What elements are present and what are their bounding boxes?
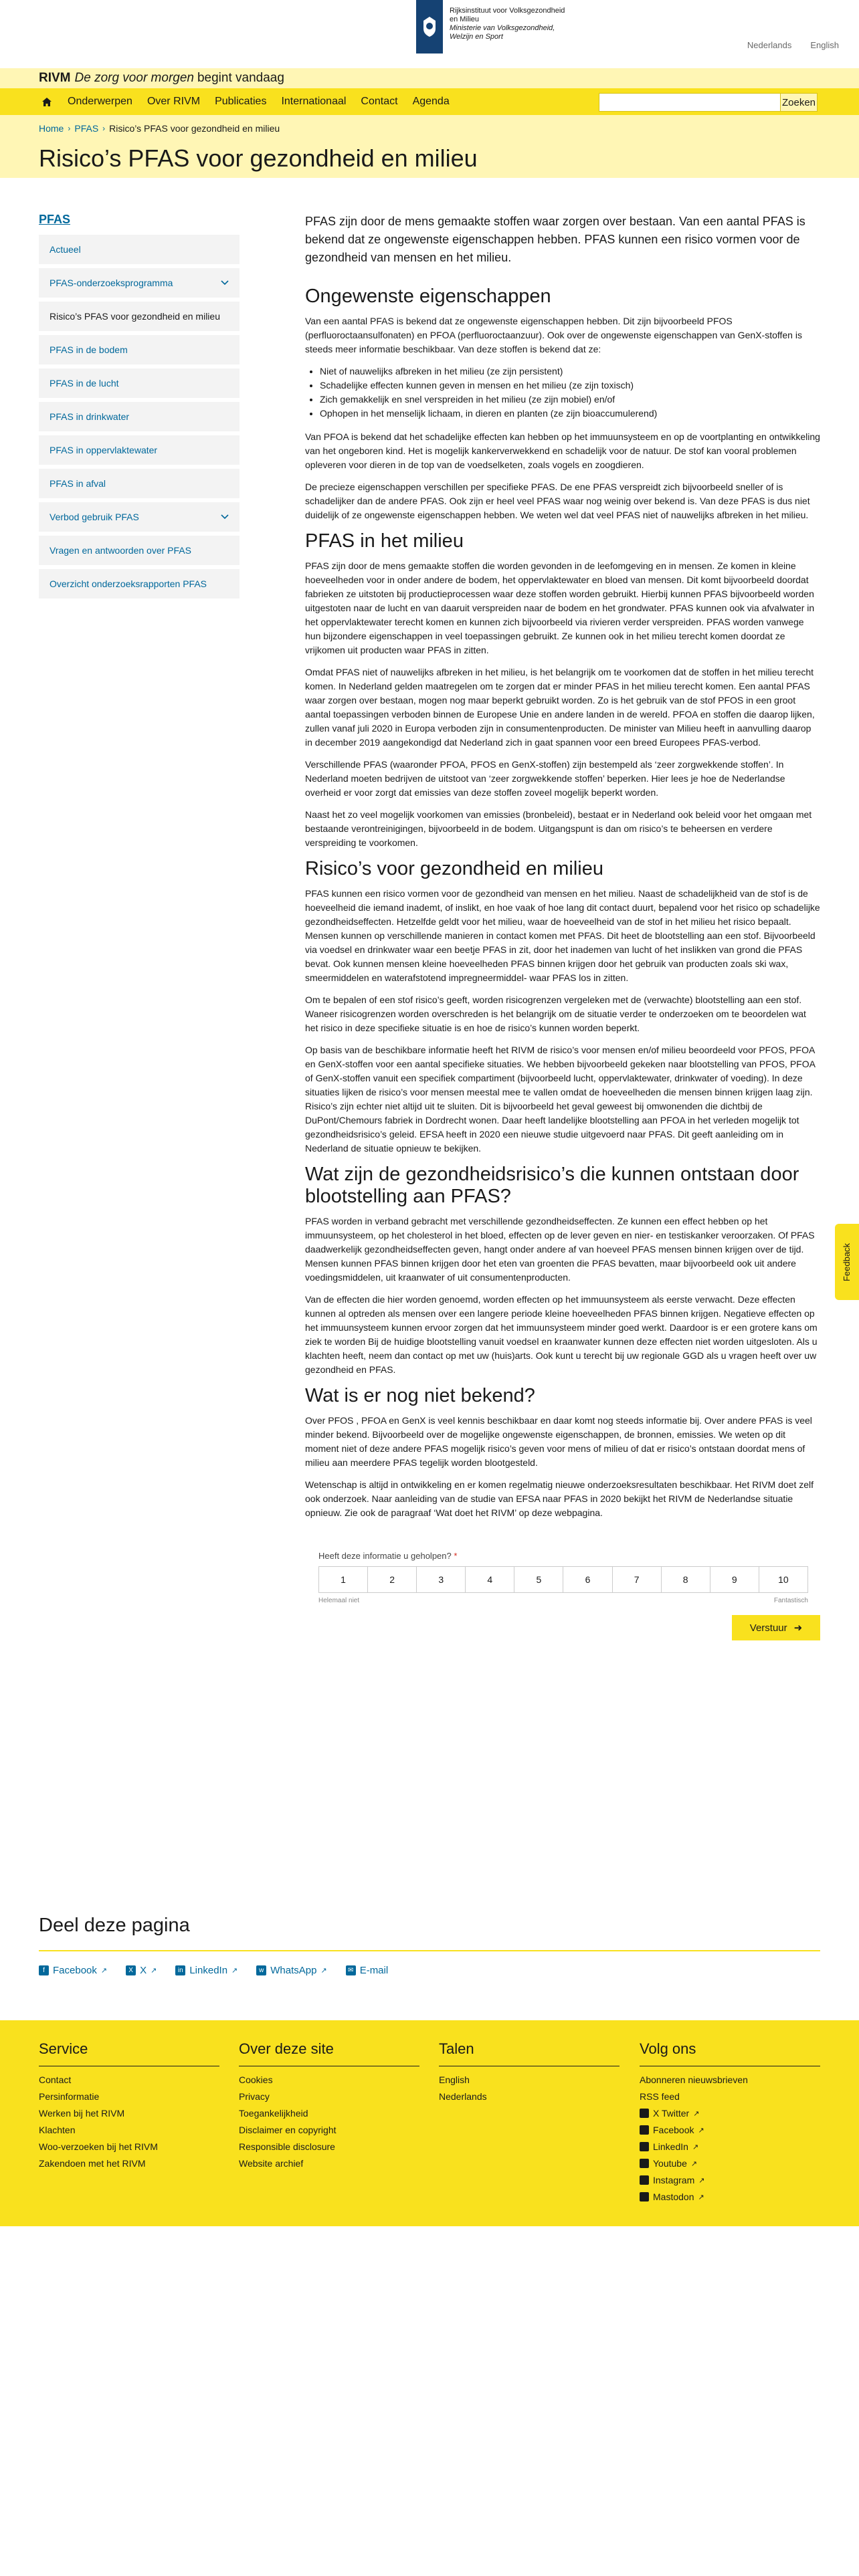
logo-line: en Milieu: [450, 15, 480, 23]
paragraph: Omdat PFAS niet of nauwelijks afbreken in het milieu, is het belangrijk om te voorkomen dat de stoffen in het milieu terecht komen. In Nederland gelden maatregelen om te zorgen dat er minder PFAS in het milieu terecht komen. Een aantal PFAS waar zorgen over bestaan, mogen nog maar beperkt gebruikt worden. Zo is het gebruik van de stof PFOS in een groot aantal toepassingen verboden binnen de Europese Unie en andere landen in de wereld. PFOA en stoffen die daarop lijken, zullen vanaf juli 2020 in Europa verboden zijn in consumentenproducten. De minister van Milieu heeft in aanvulling daarop in december 2019 aangekondigd dat Nederland zich in gaat spannen voor een breed Europees PFAS-verbod.: [305, 667, 815, 748]
footer-link-label: Instagram: [653, 2175, 695, 2185]
footer-heading: Over deze site: [239, 2040, 334, 2057]
rating-option[interactable]: 2: [368, 1567, 417, 1592]
rating-option[interactable]: 10: [778, 1574, 789, 1585]
section-title: Risico’s voor gezondheid en milieu: [305, 858, 603, 879]
breadcrumb-home[interactable]: Home: [39, 123, 64, 134]
sidebar-item-label: Verbod gebruik PFAS: [50, 512, 139, 522]
linkedin-icon: [640, 2142, 649, 2151]
footer-link[interactable]: Contact: [39, 2074, 72, 2085]
sidebar-item[interactable]: [39, 302, 240, 331]
rating-scale: [318, 1566, 808, 1593]
property-list: [305, 364, 820, 421]
footer-social-link[interactable]: [640, 2191, 820, 2202]
rivm-logo[interactable]: [416, 0, 591, 53]
external-link-icon: ↗: [698, 2193, 704, 2202]
footer-heading: Service: [39, 2040, 88, 2057]
footer-heading: Talen: [439, 2040, 474, 2057]
rating-option[interactable]: 9: [710, 1567, 759, 1592]
tagline-italic: De zorg voor morgen: [74, 71, 194, 85]
sidebar-item-label: Actueel: [50, 244, 81, 255]
mastodon-icon: [640, 2192, 649, 2202]
x-icon: [640, 2109, 649, 2118]
rating-option[interactable]: 6: [563, 1567, 612, 1592]
section-title: Ongewenste eigenschappen: [305, 286, 551, 307]
article: [305, 213, 820, 1655]
send-arrow-icon: ➜: [793, 1622, 803, 1634]
footer-link[interactable]: Toegankelijkheid: [239, 2108, 308, 2119]
nav-over-rivm[interactable]: Over RIVM: [147, 96, 201, 107]
footer-link[interactable]: Responsible disclosure: [239, 2141, 335, 2152]
footer-link[interactable]: Klachten: [39, 2125, 76, 2135]
share-linkedin[interactable]: [175, 1965, 237, 1976]
facebook-icon: f: [39, 1965, 49, 1975]
section-title: PFAS in het milieu: [305, 530, 464, 552]
home-icon[interactable]: [39, 94, 55, 110]
facebook-icon: [640, 2125, 649, 2135]
rating-option[interactable]: 5: [514, 1567, 563, 1592]
nav-contact[interactable]: Contact: [361, 96, 398, 107]
paragraph: Om te bepalen of een stof risico’s geeft, worden risicogrenzen vergeleken met de (verwachte) blootstelling aan een stof. Waneer risicogrenzen worden overschreden is het belangrijk om de situatie verder te onderzoeken om te beoordelen wat het risico in deze specifieke situatie is en hoe de risico’s kunnen worden beperkt.: [305, 994, 806, 1033]
sidebar: [39, 213, 240, 603]
paragraph: Van de effecten die hier worden genoemd, worden effecten op het immuunsysteem als eerste verwacht. Deze effecten kunnen al optreden als mensen over een langere periode kleine hoeveelheden PFAS binnen krijgen. Negatieve effecten op het immuunsysteem kunnen ervoor zorgen dat het immuunsysteem minder goed werkt. Daardoor is er een grotere kans om ziek te worden Bij de huidige blootstelling vanuit voedsel en kraanwater kunnen deze effecten niet worden uitgesloten. Als u klachten heeft, neem dan contact op met uw (huis)arts. Ook kunt u terecht bij uw regionale GGD als u vragen heeft over uw gezondheid en PFAS.: [305, 1294, 818, 1375]
rating-option[interactable]: 3: [417, 1567, 466, 1592]
share-label: X: [140, 1965, 147, 1976]
paragraph: Van PFOA is bekend dat het schadelijke effecten kan hebben op het immuunsysteem en op de voortplanting en ontwikkeling van het ongeboren kind. Het is mogelijk kankerverwekkend en schadelijk voor de natuur. De stof kan vooral problemen opleveren voor dieren in de top van de voedselketen, zoals vogels en zoogdieren.: [305, 431, 820, 470]
breadcrumb-pfas[interactable]: PFAS: [74, 123, 99, 134]
paragraph: PFAS kunnen een risico vormen voor de gezondheid van mensen en het milieu. Naast de schadelijkheid van de stof is de hoeveelheid die iemand inademt, of inslikt, en hoe vaak of hoe lang dit contact duurt, bepalend voor het risico op schadelijke gezondheidseffecten. Hetzelfde geldt voor het milieu, waar de hoeveelheid van de stof in het milieu het risico bepaalt. Mensen kunnen op verschillende manieren in contact komen met PFAS. Dit heet de blootstelling aan een stof. Bijvoorbeeld via voedsel en drinkwater waar een beetje PFAS in zit, door het inademen van lucht of het inslikken van grond die PFAS bevat. Ook kunnen mensen kleine hoeveelheden PFAS binnen krijgen door het gebruik van producten zoals ski wax, smeermiddelen en waterafstotend impregneermiddel- waar PFAS los in zitten.: [305, 888, 820, 983]
logo-line: Welzijn en Sport: [450, 33, 503, 41]
external-link-icon: ↗: [231, 1967, 238, 1975]
sidebar-item-label: PFAS in de bodem: [50, 344, 128, 355]
footer-link[interactable]: Woo-verzoeken bij het RIVM: [39, 2141, 158, 2152]
share-x[interactable]: [126, 1965, 157, 1976]
divider: [39, 1950, 820, 1951]
page-hero: [0, 115, 859, 178]
footer-link-label: X Twitter: [653, 2108, 690, 2119]
footer-social-link[interactable]: [640, 2175, 820, 2185]
sidebar-item-label: Overzicht onderzoeksrapporten PFAS: [50, 578, 207, 589]
search-input[interactable]: [599, 93, 781, 112]
logo-line: Rijksinstituut voor Volksgezondheid: [450, 7, 565, 15]
paragraph: Verschillende PFAS (waaronder PFOA, PFOS en GenX-stoffen) zijn bestempeld als ‘zeer zorgwekkende stoffen’. In Nederland moeten bedrijven de uitstoot van ‘zeer zorgwekkende stoffen’ beperken. Hier lees je hoe de Nederlandse overheid er voor zorgt dat emissies van deze stoffen zoveel mogelijk beperkt worden.: [305, 759, 785, 798]
paragraph: PFAS worden in verband gebracht met verschillende gezondheidseffecten. Ze kunnen een effect hebben op het immuunsysteem, op het cholesterol in het bloed, effecten op de lever geven en nier- en testiskanker veroorzaken. Of PFAS daadwerkelijk gezondheidseffecten geven, hangt onder andere af van hoeveel PFAS mensen binnen krijgen over de tijd. Mensen kunnen PFAS binnen krijgen door het eten van groenten die PFAS bevatten, maar bijvoorbeeld ook uit andere voedingsmiddelen, uit kraanwater of uit consumentenproducten.: [305, 1216, 815, 1283]
footer-social-link[interactable]: [640, 2091, 820, 2102]
tagline-brand: RIVM: [39, 71, 71, 85]
youtube-icon: [640, 2159, 649, 2168]
sidebar-item-label: PFAS in drinkwater: [50, 411, 130, 422]
sidebar-item[interactable]: [39, 469, 240, 498]
nav-publicaties[interactable]: Publicaties: [215, 96, 267, 107]
sidebar-item[interactable]: [39, 569, 240, 599]
list-item: • Ophopen in het menselijk lichaam, in dieren en planten (ze zijn bioaccumulerend): [320, 407, 820, 421]
nav-internationaal[interactable]: Internationaal: [281, 96, 347, 107]
footer-social-link[interactable]: [640, 2158, 820, 2169]
share-title: Deel deze pagina: [39, 1915, 190, 1936]
list-item: • Zich gemakkelijk en snel verspreiden in het milieu (ze zijn mobiel) en/of: [320, 393, 820, 407]
sidebar-heading[interactable]: PFAS: [39, 213, 71, 226]
footer-link[interactable]: Website archief: [239, 2158, 304, 2169]
footer-social-link[interactable]: [640, 2108, 820, 2119]
sidebar-item-label: PFAS-onderzoeksprogramma: [50, 278, 173, 288]
footer-link-label: Facebook: [653, 2125, 694, 2135]
footer-about: [239, 2040, 419, 2175]
sidebar-item-label: PFAS in de lucht: [50, 378, 119, 389]
section-title: Wat zijn de gezondheidsrisico’s die kunnen ontstaan door blootstelling aan PFAS?: [305, 1164, 799, 1207]
rating-option[interactable]: 1: [319, 1567, 368, 1592]
section-title: Wat is er nog niet bekend?: [305, 1385, 535, 1406]
share-whatsapp[interactable]: [256, 1965, 326, 1976]
sidebar-item-label: PFAS in oppervlaktewater: [50, 445, 158, 455]
rating-option[interactable]: 4: [466, 1567, 514, 1592]
footer: [0, 2020, 859, 2226]
top-header: [0, 0, 859, 68]
rating-option[interactable]: 7: [613, 1567, 662, 1592]
crest-icon: [416, 0, 443, 53]
footer-link[interactable]: Persinformatie: [39, 2091, 100, 2102]
external-link-icon: ↗: [151, 1967, 157, 1975]
footer-link[interactable]: Cookies: [239, 2074, 273, 2085]
footer-link[interactable]: Zakendoen met het RIVM: [39, 2158, 146, 2169]
chevron-down-icon[interactable]: [221, 512, 229, 522]
send-label: Verstuur: [749, 1622, 787, 1634]
required-mark: *: [454, 1551, 458, 1561]
main-nav: [0, 88, 859, 115]
external-link-icon: ↗: [320, 1967, 327, 1975]
chevron-right-icon: ›: [102, 124, 106, 133]
paragraph: PFAS zijn door de mens gemaakte stoffen die worden gevonden in de leefomgeving en in mensen. Ze komen in kleine hoeveelheden voor in onder andere de bodem, het oppervlaktewater en bloed van mensen. Dit komt bijvoorbeeld doordat fabrieken ze uitstoten bij productieprocessen waar deze stoffen worden gebruikt. Hierbij kunnen PFAS bijvoorbeeld worden uitgestoten naar de lucht en van daaruit verspreiden naar de bodem en het grondwater. PFAS kunnen ook via afvalwater in het oppervlaktewater terecht komen en kunnen zich bijvoorbeeld via rivieren verder verspreiden. PFAS worden vanwege hun bijzondere eigenschappen in veel toepassingen gebruikt. Ze kunnen ook in het milieu terecht komen doordat ze vrijkomen uit producten waar PFAS in zitten.: [305, 560, 815, 655]
breadcrumb: [39, 115, 820, 134]
share-facebook[interactable]: [39, 1965, 107, 1976]
sidebar-item[interactable]: [39, 235, 240, 264]
footer-link[interactable]: Disclaimer en copyright: [239, 2125, 337, 2135]
language-nl[interactable]: Nederlands: [747, 40, 792, 50]
feedback-question: [318, 1551, 820, 1561]
intro-text: PFAS zijn door de mens gemaakte stoffen waar zorgen over bestaan. Van een aantal PFAS is bekend dat ze ongewenste eigenschappen hebben. PFAS kunnen een risico vormen voor de gezondheid van mensen en het milieu.: [305, 215, 805, 264]
footer-social-link[interactable]: [640, 2141, 820, 2152]
scale-low-label: Helemaal niet: [318, 1597, 360, 1604]
external-link-icon: ↗: [690, 2159, 698, 2168]
footer-service: [39, 2040, 219, 2175]
sidebar-item[interactable]: [39, 368, 240, 398]
feedback-question-text: Heeft deze informatie u geholpen?: [318, 1551, 452, 1561]
footer-link-label: RSS feed: [640, 2091, 680, 2102]
sidebar-item[interactable]: [39, 402, 240, 431]
footer-link-label: Youtube: [653, 2158, 687, 2169]
footer-link-label: LinkedIn: [653, 2141, 688, 2152]
footer-social-link[interactable]: [640, 2074, 820, 2085]
sidebar-item[interactable]: [39, 435, 240, 465]
tagline-bar: [0, 68, 859, 88]
list-item: • Schadelijke effecten kunnen geven in mensen en het milieu (ze zijn toxisch): [320, 379, 820, 393]
sidebar-item[interactable]: [39, 268, 240, 298]
footer-follow: [640, 2040, 820, 2208]
external-link-icon: ↗: [692, 2143, 699, 2151]
share-label: E-mail: [359, 1965, 389, 1976]
footer-link[interactable]: Nederlands: [439, 2091, 487, 2102]
footer-social-link[interactable]: [640, 2125, 820, 2135]
footer-link[interactable]: Werken bij het RIVM: [39, 2108, 125, 2119]
paragraph: De precieze eigenschappen verschillen per specifieke PFAS. De ene PFAS verspreidt zich bijvoorbeeld sneller of is schadelijker dan de andere PFAS. Ook zijn er heel veel PFAS waar nog weinig over bekend is. Van deze PFAS is dus niet duidelijk of ze ongewenste eigenschappen hebben. We weten wel dat veel PFAS niet of nauwelijks afbreken in het milieu.: [305, 481, 810, 520]
send-feedback-button[interactable]: [732, 1615, 820, 1640]
sidebar-item-label: PFAS in afval: [50, 478, 106, 489]
scale-high-label: Fantastisch: [773, 1597, 808, 1604]
footer-link-label: Abonneren nieuwsbrieven: [640, 2074, 748, 2085]
footer-link[interactable]: Privacy: [239, 2091, 270, 2102]
instagram-icon: [640, 2175, 649, 2185]
chevron-down-icon[interactable]: [221, 278, 229, 288]
share-label: Facebook: [53, 1965, 97, 1976]
paragraph: Wetenschap is altijd in ontwikkeling en er komen regelmatig nieuwe onderzoeksresultaten beschikbaar. Het RIVM doet zelf ook onderzoek. Naar aanleiding van de studie van EFSA naar PFAS in 2020 bekijkt het RIVM de Nederlandse situatie opnieuw. Zie ook de paragraaf ‘Wat doet het RIVM’ op deze webpagina.: [305, 1479, 814, 1518]
external-link-icon: ↗: [698, 2176, 705, 2185]
linkedin-icon: in: [175, 1965, 185, 1975]
footer-link[interactable]: English: [439, 2074, 470, 2085]
list-item: • Niet of nauwelijks afbreken in het milieu (ze zijn persistent): [320, 364, 820, 379]
share-email[interactable]: [346, 1965, 389, 1976]
footer-link-label: Mastodon: [653, 2191, 694, 2202]
rating-option[interactable]: 8: [662, 1567, 710, 1592]
whatsapp-icon: w: [256, 1965, 266, 1975]
paragraph: Naast het zo veel mogelijk voorkomen van emissies (bronbeleid), bestaat er in Nederland ook beleid voor het omgaan met bestaande verontreinigingen, bijvoorbeeld in de bodem. Uitgangspunt is dan om risico’s te beheersen en verdere verspreiding te voorkomen.: [305, 809, 812, 848]
sidebar-item[interactable]: [39, 335, 240, 364]
share-label: WhatsApp: [270, 1965, 317, 1976]
paragraph: Over PFOS , PFOA en GenX is veel kennis beschikbaar en daar komt nog steeds informatie bij. Over andere PFAS is veel minder bekend. Bijvoorbeeld over de mogelijke ongewenste eigenschappen, de bronnen, emissies. We weten op dit moment niet of deze andere PFAS mogelijk risico’s geven voor mens of milieu of dat er risico’s ontstaan doordat mens of milieu aan meerdere PFAS tegelijk worden blootgesteld.: [305, 1415, 812, 1468]
paragraph: Van een aantal PFAS is bekend dat ze ongewenste eigenschappen hebben. Dit zijn bijvoorbeeld PFOS (perfluoroctaansulfonaten) en PFOA (perfluoroctaanzuur). Ook over de ongewenste eigenschappen van GenX-stoffen is steeds meer informatie beschikbaar. Van deze stoffen is bekend dat ze:: [305, 316, 802, 354]
nav-agenda[interactable]: Agenda: [412, 96, 450, 107]
chevron-right-icon: ›: [68, 124, 71, 133]
language-en[interactable]: English: [810, 40, 839, 50]
breadcrumb-current: Risico’s PFAS voor gezondheid en milieu: [109, 123, 280, 134]
feedback-tab-label: Feedback: [842, 1243, 852, 1281]
search-button[interactable]: Zoeken: [780, 93, 818, 112]
mail-icon: ✉: [346, 1965, 356, 1975]
sidebar-item-label: Vragen en antwoorden over PFAS: [50, 545, 191, 556]
footer-languages: [439, 2040, 619, 2108]
footer-heading: Volg ons: [640, 2040, 696, 2057]
feedback-side-tab[interactable]: [835, 1224, 859, 1300]
external-link-icon: ↗: [698, 2126, 704, 2135]
sidebar-item[interactable]: [39, 502, 240, 532]
x-icon: X: [126, 1965, 136, 1975]
share-label: LinkedIn: [189, 1965, 228, 1976]
share-section: [39, 1915, 820, 1976]
paragraph: Op basis van de beschikbare informatie heeft het RIVM de risico’s voor mensen en/of milieu beoordeeld voor PFOS, PFOA en GenX-stoffen voor een aantal specifieke situaties. We hebben bijvoorbeeld gekeken naar blootstelling van PFOS, PFOA of GenX-stoffen vanuit een specifiek compartiment (bijvoorbeeld lucht, oppervlaktewater, drinkwater of voeding). In deze situaties lijken de risico’s voor mensen meestal mee te vallen omdat de hoeveelheden die mensen binnen krijgen laag zijn. Risico’s zijn echter niet altijd uit te sluiten. Dit is bijvoorbeeld het geval geweest bij omwonenden die dichtbij de DuPont/Chemours fabriek in Dordrecht wonen. Daar heeft landelijke blootstelling aan PFOA in het verleden mogelijk tot gezondheidsrisico’s geleid. EFSA heeft in 2020 een nieuwe studie uitgevoerd naar PFAS. Dit geeft aanleiding om in Nederland de situatie opnieuw te bekijken.: [305, 1045, 816, 1154]
logo-line: Ministerie van Volksgezondheid,: [450, 24, 555, 32]
page-title: Risico’s PFAS voor gezondheid en milieu: [39, 144, 478, 172]
external-link-icon: ↗: [100, 1967, 108, 1975]
nav-onderwerpen[interactable]: Onderwerpen: [68, 96, 132, 107]
tagline-rest: begint vandaag: [197, 71, 284, 85]
sidebar-item-label: Risico’s PFAS voor gezondheid en milieu: [50, 311, 220, 322]
sidebar-item[interactable]: [39, 536, 240, 565]
external-link-icon: ↗: [693, 2109, 700, 2118]
